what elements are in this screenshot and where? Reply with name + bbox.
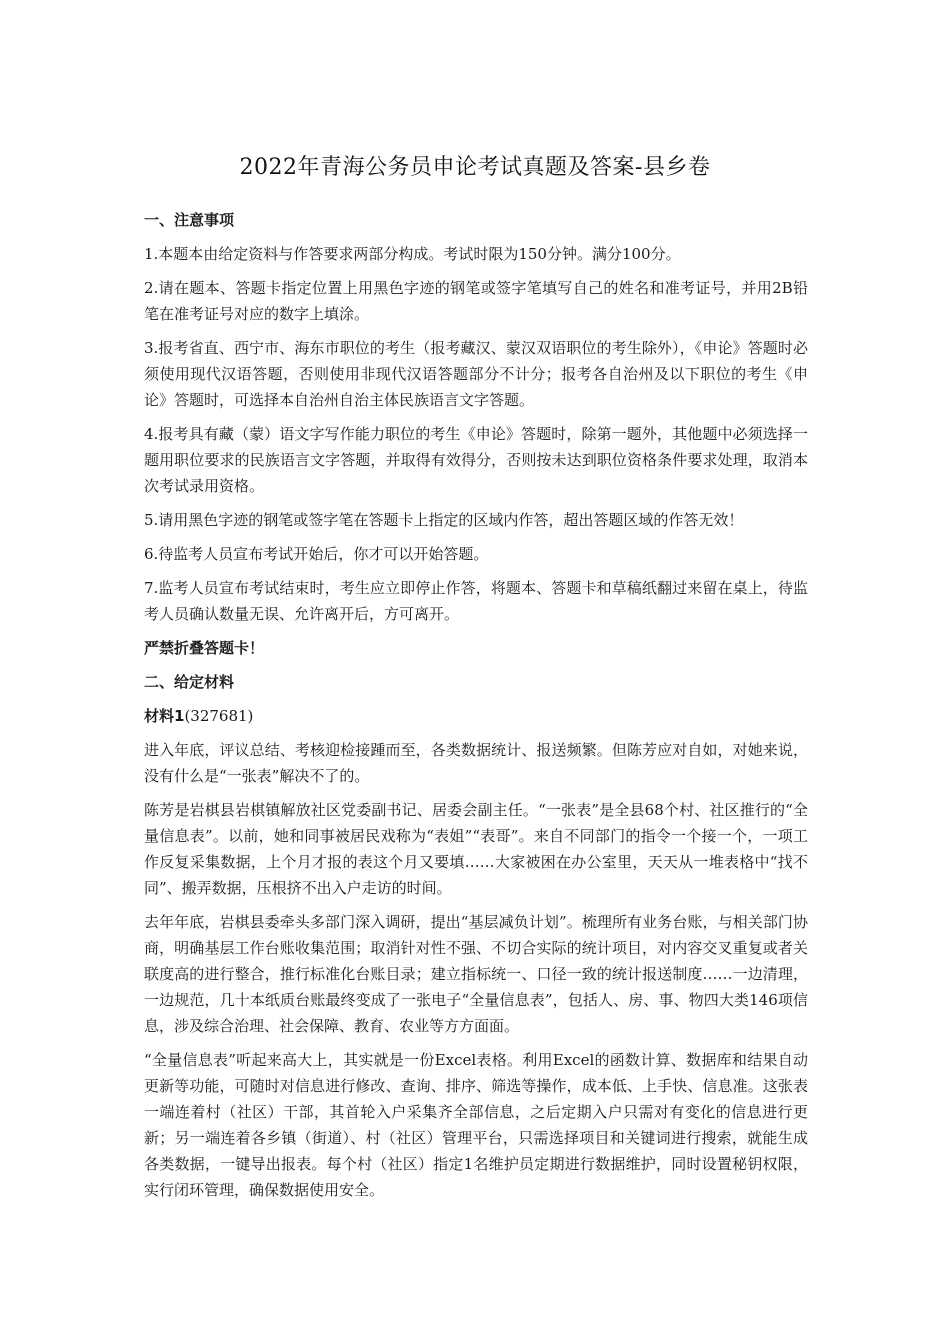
section-heading-notice: 一、注意事项 xyxy=(144,211,235,229)
notice-item: 2.请在题本、答题卡指定位置上用黑色字迹的钢笔或签字笔填写自己的姓名和准考证号，并用2B铅笔在准考证号对应的数字上填涂。 xyxy=(144,279,808,323)
document-title: 2022年青海公务员申论考试真题及答案-县乡卷 xyxy=(239,155,711,180)
section-heading-materials: 二、给定材料 xyxy=(144,673,235,691)
material-paragraph: 去年年底，岩棋县委牵头多部门深入调研，提出“基层减负计划”。梳理所有业务台账，与相关部门协商，明确基层工作台账收集范围；取消针对性不强、不切合实际的统计项目，对内容交叉重复或者关联度高的进行整合，推行标准化台账目录；建立指标统一、口径一致的统计报送制度……一边清理，一边规范，几十本纸质台账最终变成了一张电子“全量信息表”，包括人、房、事、物四大类146项信息，涉及综合治理、社会保障、教育、农业等方方面面。 xyxy=(144,913,808,1035)
material-label: 材料1 xyxy=(144,707,185,725)
material-label-line xyxy=(144,703,808,729)
document-body xyxy=(144,207,808,1211)
notice-item: 6.待监考人员宣布考试开始后，你才可以开始答题。 xyxy=(144,545,489,563)
notice-item: 4.报考具有藏（蒙）语文字写作能力职位的考生《申论》答题时，除第一题外，其他题中必须选择一题用职位要求的民族语言文字答题，并取得有效得分，否则按未达到职位资格条件要求处理，取消本次考试录用资格。 xyxy=(144,425,808,495)
material-code: (327681) xyxy=(184,707,254,725)
material-paragraph: 进入年底，评议总结、考核迎检接踵而至，各类数据统计、报送频繁。但陈芳应对自如，对她来说，没有什么是“一张表”解决不了的。 xyxy=(144,741,808,785)
notice-item: 3.报考省直、西宁市、海东市职位的考生（报考藏汉、蒙汉双语职位的考生除外），《申论》答题时必须使用现代汉语答题，否则使用非现代汉语答题部分不计分；报考各自治州及以下职位的考生《申论》答题时，可选择本自治州自治主体民族语言文字答题。 xyxy=(144,339,808,409)
fold-warning: 严禁折叠答题卡！ xyxy=(144,639,265,657)
material-paragraph: 陈芳是岩棋县岩棋镇解放社区党委副书记、居委会副主任。“一张表”是全县68个村、社区推行的“全量信息表”。以前，她和同事被居民戏称为“表姐”“表哥”。来自不同部门的指令一个接一个，一项工作反复采集数据，上个月才报的表这个月又要填……大家被困在办公室里，天天从一堆表格中“找不同”、搬弄数据，压根挤不出入户走访的时间。 xyxy=(144,801,808,897)
material-paragraph: “全量信息表”听起来高大上，其实就是一份Excel表格。利用Excel的函数计算、数据库和结果自动更新等功能，可随时对信息进行修改、查询、排序、筛选等操作，成本低、上手快、信息准。这张表一端连着村（社区）干部，其首轮入户采集齐全部信息，之后定期入户只需对有变化的信息进行更新；另一端连着各乡镇（街道）、村（社区）管理平台，只需选择项目和关键词进行搜索，就能生成各类数据，一键导出报表。每个村（社区）指定1名维护员定期进行数据维护，同时设置秘钥权限，实行闭环管理，确保数据使用安全。 xyxy=(144,1051,808,1199)
notice-item: 1.本题本由给定资料与作答要求两部分构成。考试时限为150分钟。满分100分。 xyxy=(144,245,681,263)
notice-item: 7.监考人员宣布考试结束时，考生应立即停止作答，将题本、答题卡和草稿纸翻过来留在桌上，待监考人员确认数量无误、允许离开后，方可离开。 xyxy=(144,579,808,623)
notice-item: 5.请用黑色字迹的钢笔或签字笔在答题卡上指定的区域内作答，超出答题区域的作答无效！ xyxy=(144,511,744,529)
